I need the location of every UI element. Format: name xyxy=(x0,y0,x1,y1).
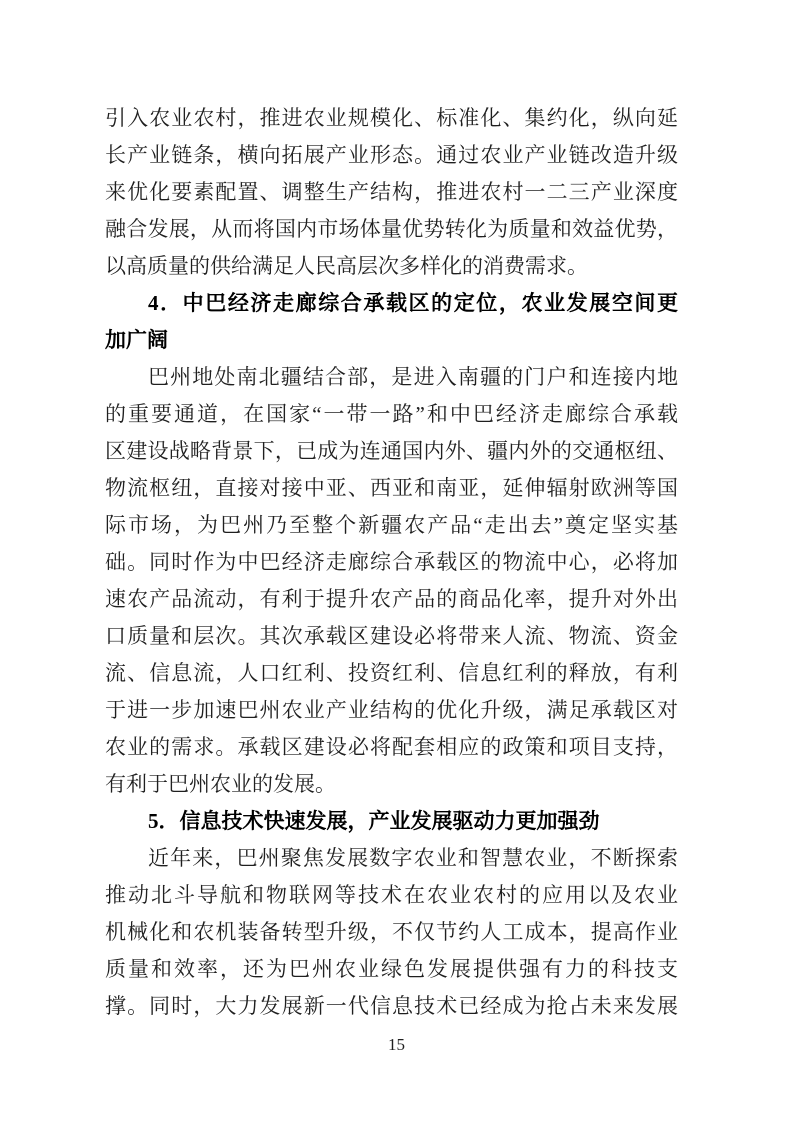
text-line: 机械化和农机装备转型升级，不仅节约人工成本，提高作业 xyxy=(105,920,678,944)
text-line: 础。同时作为中巴经济走廊综合承载区的物流中心，必将加 xyxy=(105,550,678,574)
text-line: 推动北斗导航和物联网等技术在农业农村的应用以及农业 xyxy=(105,883,678,907)
text-line: 口质量和层次。其次承载区建设必将带来人流、物流、资金 xyxy=(105,624,678,648)
text-line: 于进一步加速巴州农业产业结构的优化升级，满足承载区对 xyxy=(105,698,678,722)
page-number: 15 xyxy=(388,1035,405,1054)
text-line: 近年来，巴州聚焦发展数字农业和智慧农业，不断探索 xyxy=(148,846,678,870)
text-line: 的重要通道，在国家“一带一路”和中巴经济走廊综合承载 xyxy=(105,402,678,426)
text-line: 长产业链条，横向拓展产业形态。通过农业产业链改造升级 xyxy=(105,143,678,167)
text-line: 引入农业农村，推进农业规模化、标准化、集约化，纵向延 xyxy=(105,106,678,130)
heading-line: 4．中巴经济走廊综合承载区的定位，农业发展空间更 xyxy=(148,291,678,315)
text-line: 融合发展，从而将国内市场体量优势转化为质量和效益优势， xyxy=(105,217,678,241)
heading-line: 加广阔 xyxy=(105,328,168,352)
text-line: 区建设战略背景下，已成为连通国内外、疆内外的交通枢纽、 xyxy=(105,439,678,463)
text-line: 撑。同时，大力发展新一代信息技术已经成为抢占未来发展 xyxy=(105,994,678,1018)
text-line: 农业的需求。承载区建设必将配套相应的政策和项目支持， xyxy=(105,735,678,759)
text-line: 有利于巴州农业的发展。 xyxy=(105,772,336,796)
heading-line: 5．信息技术快速发展，产业发展驱动力更加强劲 xyxy=(148,809,600,833)
text-line: 际市场，为巴州乃至整个新疆农产品“走出去”奠定坚实基 xyxy=(105,513,678,537)
text-line: 物流枢纽，直接对接中亚、西亚和南亚，延伸辐射欧洲等国 xyxy=(105,476,678,500)
text-line: 巴州地处南北疆结合部，是进入南疆的门户和连接内地 xyxy=(148,365,678,389)
text-line: 质量和效率，还为巴州农业绿色发展提供强有力的科技支 xyxy=(105,957,678,981)
text-line: 以高质量的供给满足人民高层次多样化的消费需求。 xyxy=(105,254,588,278)
text-block xyxy=(105,100,678,1025)
text-line: 来优化要素配置、调整生产结构，推进农村一二三产业深度 xyxy=(105,180,678,204)
text-line: 流、信息流，人口红利、投资红利、信息红利的释放，有利 xyxy=(105,661,678,685)
text-line: 速农产品流动，有利于提升农产品的商品化率，提升对外出 xyxy=(105,587,678,611)
